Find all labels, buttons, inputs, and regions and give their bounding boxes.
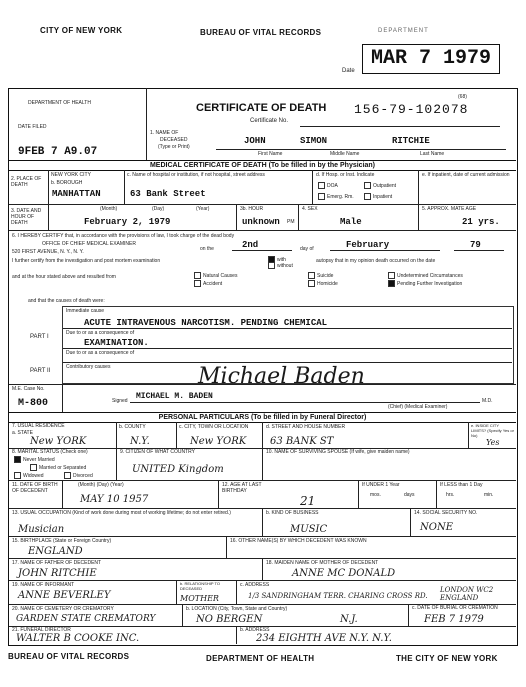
day-label: (Day) [152,206,165,212]
rule [9,580,516,581]
immediate-label: Immediate cause [66,308,105,314]
divorced-option: Divorced [64,472,93,479]
emerg-option: Emerg. Rm. [318,193,354,200]
divider [262,448,263,480]
hour-stated-text: and at the hour stated above and resulted from [12,274,116,280]
cause-line-1: ACUTE INTRAVENOUS NARCOTISM. PENDING CHEMICAL [84,318,328,328]
divider [236,626,237,644]
rule [63,362,512,363]
date-stamp-year: 1979 [443,47,492,70]
residence-label: 7. USUAL RESIDENCE [12,423,65,429]
name-label-1: 1. NAME OF [150,130,179,136]
if-hosp-label: d. If Hosp. or Inst. Indicate [316,172,375,178]
divider [236,204,237,230]
hour-value: unknown [242,217,280,227]
business-label: b. KIND OF BUSINESS [266,510,319,516]
citizen-value: UNITED Kingdom [132,464,224,475]
marital-label: 8. MARITAL STATUS (Check one) [12,449,88,455]
dept-stub: DEPARTMENT OF HEALTH [28,100,91,106]
rule [9,204,516,205]
signed-label: Signed [112,398,128,404]
md-label: M.D. [482,398,493,404]
divider [116,422,117,448]
me-case-label: M.E. Case No. [12,386,45,392]
age-value: 21 yrs. [462,217,500,227]
birthplace-value: ENGLAND [28,546,83,557]
divider [218,480,219,508]
sex-label: 4. SEX [302,206,318,212]
office-name: OFFICE OF CHIEF MEDICAL EXAMINER [42,241,136,247]
director-value: WALTER B COOKE INC. [16,633,140,644]
divider [418,204,419,230]
informant-address-label: c. ADDRESS [240,582,270,588]
middle-name-label: Middle Name [330,151,360,157]
director-address: 234 EIGHTH AVE N.Y. N.Y. [256,633,392,644]
due-to-a-label: Due to or as a consequence of [66,330,135,336]
accident-option: Accident [194,280,222,287]
divider [62,384,63,412]
divider [312,170,313,204]
hrs-label: hrs. [446,492,455,498]
dob-value: MAY 10 1957 [80,494,149,505]
cert-no-label: Certificate No. [250,118,289,124]
ssn-label: 14. SOCIAL SECURITY NO. [414,510,478,516]
month-label: (Month) [100,206,118,212]
director-label: 21. FUNERAL DIRECTOR [12,627,71,633]
rule [63,348,512,349]
never-married-option: Never Married [14,456,55,463]
inside-label: e. INSIDE CITY LIMITS? (Specify Yes or No) [471,423,514,438]
father-value: JOHN RITCHIE [18,568,97,579]
days-label: days [404,492,415,498]
birthplace-label: 15. BIRTHPLACE (State or Foreign Country) [12,538,112,544]
day-of-label: day of [300,246,314,252]
chief-label: (Chief) (Medical Examiner) [388,404,448,410]
informant-city: LONDON WC2 ENGLAND [440,586,494,602]
divider [262,558,263,580]
date-stamp-month: MAR 7 [371,47,432,70]
natural-option: Natural Causes [194,272,237,279]
name-label-3: (Type or Print) [158,144,190,150]
part1-label: PART I [30,334,49,340]
office-address: 520 FIRST AVENUE, N. Y., N. Y. [12,249,84,255]
stamp-partial: DEPARTMENT [378,28,429,34]
certificate-title: CERTIFICATE OF DEATH [196,102,327,114]
location-value: NO BERGEN [196,614,263,625]
examiner-name: MICHAEL M. BADEN [136,392,213,401]
divider [124,170,125,204]
cert-no-value: 156-79-102078 [354,102,469,117]
divider [236,580,237,604]
rule [63,328,512,329]
residence-city: New YORK [190,436,247,447]
burial-date-value: FEB 7 1979 [424,614,484,625]
residence-street: 63 BANK ST [270,436,334,447]
other-names-label: 16. OTHER NAME(S) BY WHICH DECEDENT WAS KNOWN [230,538,367,544]
taken-day: 2nd [242,240,259,250]
date-stamp [362,44,500,74]
date-of-death: February 2, 1979 [84,217,171,227]
age-bday-label: 12. AGE AT LAST BIRTHDAY [222,482,262,494]
father-label: 17. NAME OF FATHER OF DECEDENT [12,560,102,566]
cause-line-2: EXAMINATION. [84,338,149,348]
place-city: NEW YORK CITY [51,172,91,178]
date-filed-label: DATE FILED [18,124,47,130]
rule [300,126,500,127]
header-city: CITY OF NEW YORK [40,26,123,35]
certify-text: 6. I HEREBY CERTIFY that, in accordance with the provisions of law, I took charge of the dead body [12,233,235,239]
location-state: N.J. [340,614,358,625]
business-value: MUSIC [290,524,328,535]
outpatient-option: Outpatient [364,182,396,189]
rule [9,480,516,481]
examiner-signature: Michael Baden [198,364,365,389]
widowed-option: Widowed [14,472,44,479]
decedent-last-name: RITCHIE [392,136,430,146]
date-death-label: 3. DATE AND HOUR OF DEATH [11,208,42,226]
divider [262,508,263,536]
inpatient-option: Inpatient [364,193,392,200]
under-1-day-label: If LESS than 1 Day [440,482,483,488]
taken-year: 79 [470,240,481,250]
dob-sub-label: (Month) (Day) (Year) [78,482,124,488]
location-label: b. LOCATION (City, Town, State and Country) [186,606,288,612]
borough-label: b. BOROUGH [51,180,83,186]
contrib-label: Contributory causes [66,364,111,370]
admission-label: e. If inpatient, date of current admission [422,172,510,178]
due-to-b-label: Due to or as a consequence of [66,350,135,356]
divider [418,170,419,204]
ssn-value: NONE [420,522,453,533]
with-option: with [268,256,286,263]
pending-option: Pending Further Investigation [388,280,462,287]
divider [176,580,177,604]
married-option: Married or Separated [30,464,86,471]
personal-band: PERSONAL PARTICULARS (To be filled in by Funeral Director) [9,412,516,423]
county-label: b. COUNTY [119,424,146,430]
divider [62,480,63,508]
cert-no-suffix: (68) [458,94,467,100]
pm-label: PM [287,219,295,225]
city-label: c. CITY, TOWN OR LOCATION [179,424,249,430]
state-label: a. STATE [12,430,33,436]
last-name-label: Last Name [420,151,445,157]
divider [358,480,359,508]
footer-dept: DEPARTMENT OF HEALTH [206,654,315,663]
mother-label: 18. MAIDEN NAME OF MOTHER OF DECEDENT [266,560,379,566]
divider [226,536,227,558]
dob-label: 11. DATE OF BIRTH OF DECEDENT [12,482,58,494]
divider [182,604,183,626]
causes-intro: and that the causes of death were: [28,298,105,304]
rule [9,536,516,537]
divider [298,204,299,230]
year-label: (Year) [196,206,210,212]
informant-value: ANNE BEVERLEY [18,590,111,601]
suicide-option: Suicide [308,272,333,279]
divider [408,604,409,626]
name-label-2: DECEASED [160,137,188,143]
divider [116,448,117,480]
rule [9,230,516,231]
relation-value: MOTHER [180,594,219,603]
first-name-label: First Name [258,151,283,157]
occupation-label: 13. USUAL OCCUPATION (Kind of work done during most of working lifetime; do not enter retired.) [12,510,231,516]
rule [216,149,506,150]
occupation-value: Musician [18,524,65,535]
under-1-year-label: If UNDER 1 Year [362,482,400,488]
borough-value: MANHATTAN [52,189,101,199]
stamp-date-label: Date [342,68,355,74]
divider [176,422,177,448]
cemetery-label: 20. NAME OF CEMETERY OR CREMATORY [12,606,114,612]
divider [48,170,49,204]
medical-band: MEDICAL CERTIFICATE OF DEATH (To be filled in by the Physician) [9,160,516,171]
citizen-label: 9. CITIZEN OF WHAT COUNTRY [120,449,196,455]
without-option: without [268,262,293,269]
doa-option: DOA [318,182,338,189]
mother-value: ANNE MC DONALD [292,568,396,579]
informant-label: 19. NAME OF INFORMANT [12,582,75,588]
header-bureau: BUREAU OF VITAL RECORDS [200,28,322,37]
on-the-label: on the [200,246,214,252]
residence-state: New YORK [30,436,87,447]
divider [146,88,147,160]
footer-city: THE CITY OF NEW YORK [396,654,498,663]
relation-label: b. RELATIONSHIP TO DECEASED [180,581,220,591]
spouse-label: 10. NAME OF SURVIVING SPOUSE (If wife, give maiden name) [266,449,410,455]
autopsy-text: autopsy that in my opinion death occurred on the date [316,258,436,264]
age-label: 5. APPROX. MATE AGE [422,206,477,212]
rule [232,250,292,251]
rule [454,250,504,251]
divider [436,480,437,508]
divider [48,204,49,230]
rule [330,250,440,251]
director-address-label: b. ADDRESS [240,627,270,633]
place-label: 2. PLACE OF DEATH [11,176,42,188]
divider [262,422,263,448]
min-label: min. [484,492,494,498]
mos-label: mos. [370,492,381,498]
facility-value: 63 Bank Street [130,189,206,199]
taken-month: February [346,240,390,250]
facility-label: c. Name of hospital or institution, if not hospital, street address [127,172,265,178]
date-filed-value: 9FEB 7 A9.07 [18,146,98,158]
residence-county: N.Y. [130,436,150,447]
divider [410,508,411,536]
footer-bureau: BUREAU OF VITAL RECORDS [8,652,130,661]
part2-label: PART II [30,368,51,374]
hour-label: 3b. HOUR [240,206,264,212]
decedent-middle-name: SIMON [300,136,328,146]
homicide-option: Homicide [308,280,338,287]
rule [130,402,480,403]
street-label: d. STREET AND HOUSE NUMBER [266,424,346,430]
further-text: I further certify from the investigation and post mortem examination [12,258,161,264]
informant-address: 1/3 SANDRINGHAM TERR. CHARING CROSS RD. [248,592,428,600]
divider [468,422,469,448]
burial-date-label: c. DATE OF BURIAL OR CREMATION [412,605,498,611]
undetermined-option: Undetermined Circumstances [388,272,463,279]
inside-value: Yes [486,438,500,447]
age-bday-value: 21 [300,494,316,508]
decedent-first-name: JOHN [244,136,266,146]
sex-value: Male [340,217,362,227]
cemetery-value: GARDEN STATE CREMATORY [16,614,156,624]
me-case-value: M-800 [18,398,49,409]
